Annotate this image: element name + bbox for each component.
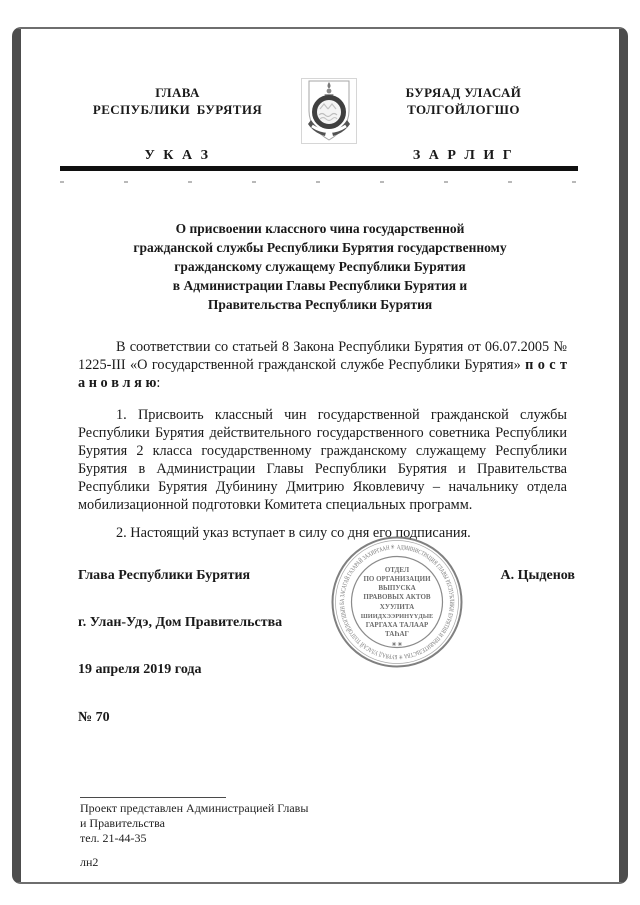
place-line: г. Улан-Удэ, Дом Правительства — [78, 615, 283, 630]
stamp-ring-text: АДМИНИСТРАЦИЯ ГЛАВЫ РЕСПУБЛИКИ БУРЯТИЯ И ПРАВИТЕЛЬСТВА ✳ БУРЯАД УЛАСАЙ ТОЛГОЙЛОГШЫН БА ЗАСАГАЙ ГАЗАРАЙ ЗАХИРГААН ✳ — [338, 543, 456, 661]
intro-tail: : — [156, 375, 161, 391]
signer-position: Глава Республики Бурятия — [78, 568, 251, 583]
stamp-center-line: ШИИДХЭЭРИНҮҮДЫЕ — [360, 613, 434, 620]
stamp-bottom-marks: ✳ ✳ — [391, 642, 403, 648]
footnote-block — [80, 801, 420, 870]
stamp-center-line: ТАҺАГ — [384, 630, 410, 638]
title-line: гражданскому служащему Республики Бурятия — [174, 259, 466, 274]
issuer-name-russian — [70, 84, 285, 118]
stamp-center-line: ГАРГАХА ТАЛААР — [365, 621, 429, 629]
resolve-word: п о с т а н о в л я ю — [78, 357, 567, 391]
header-divider-rule — [60, 166, 578, 171]
footnote-rule — [80, 797, 226, 798]
decree-title — [70, 219, 570, 314]
clause-2: 2. Настоящий указ вступает в силу со дня его подписания. — [116, 525, 471, 541]
issuer-name-buryat-line1: БУРЯАД УЛАСАЙ — [405, 85, 522, 100]
stamp-center-line: ХУУЛИТА — [379, 603, 415, 611]
decree-body — [78, 338, 567, 542]
footnote-phone: тел. 21-44-35 — [80, 831, 147, 845]
issuer-name-line2: РЕСПУБЛИКИ БУРЯТИЯ — [92, 102, 263, 117]
header-divider-dashes — [60, 181, 578, 183]
stamp-center-line: ПО ОРГАНИЗАЦИИ — [363, 575, 431, 583]
issuer-name-buryat-line2: ТОЛГОЙЛОГШО — [407, 102, 520, 117]
footnote-code: лн2 — [80, 855, 99, 869]
intro-text: В соответствии со статьей 8 Закона Республики Бурятия от 06.07.2005 № 1225-III «О государственной гражданской службе Республики Бурятия» — [78, 339, 567, 373]
number-line: № 70 — [78, 710, 110, 725]
doc-type-russian: У К А З — [144, 148, 211, 163]
signature-row — [78, 568, 575, 584]
title-line: гражданской службы Республики Бурятия государственному — [133, 240, 507, 255]
doc-type-buryat: З А Р Л И Г — [412, 148, 515, 163]
intro-paragraph — [78, 338, 567, 392]
title-line: в Администрации Главы Республики Бурятия и — [172, 278, 468, 293]
clause-1: 1. Присвоить классный чин государственной гражданской службы Республики Бурятия действительного государственного советника Республики Бурятия 2 класса государственному гражданскому служащему Республики Бурятия в Администрации Главы Республики Бурятия и Правительства Республики Бурятия Дубинину Дмитрию Яковлевичу – начальнику отдела мобилизационной подготовки Комитета специальных программ. — [78, 407, 567, 513]
stamp-center-line: ВЫПУСКА — [378, 584, 416, 592]
footnote-line2: и Правительства — [80, 816, 165, 830]
stamp-center-line: ПРАВОВЫХ АКТОВ — [363, 593, 431, 601]
title-line: Правительства Республики Бурятия — [207, 297, 433, 312]
date-line: 19 апреля 2019 года — [78, 662, 202, 677]
stamp-center-line: ОТДЕЛ — [384, 566, 410, 574]
official-round-stamp — [328, 533, 466, 671]
title-line: О присвоении классного чина государственной — [175, 221, 465, 236]
signer-name: А. Цыденов — [500, 568, 575, 583]
issuer-name-buryat — [356, 84, 571, 118]
issuer-name-line1: ГЛАВА — [155, 85, 200, 100]
buryatia-coat-of-arms-icon — [301, 78, 357, 144]
footnote-line1: Проект представлен Администрацией Главы — [80, 801, 309, 815]
